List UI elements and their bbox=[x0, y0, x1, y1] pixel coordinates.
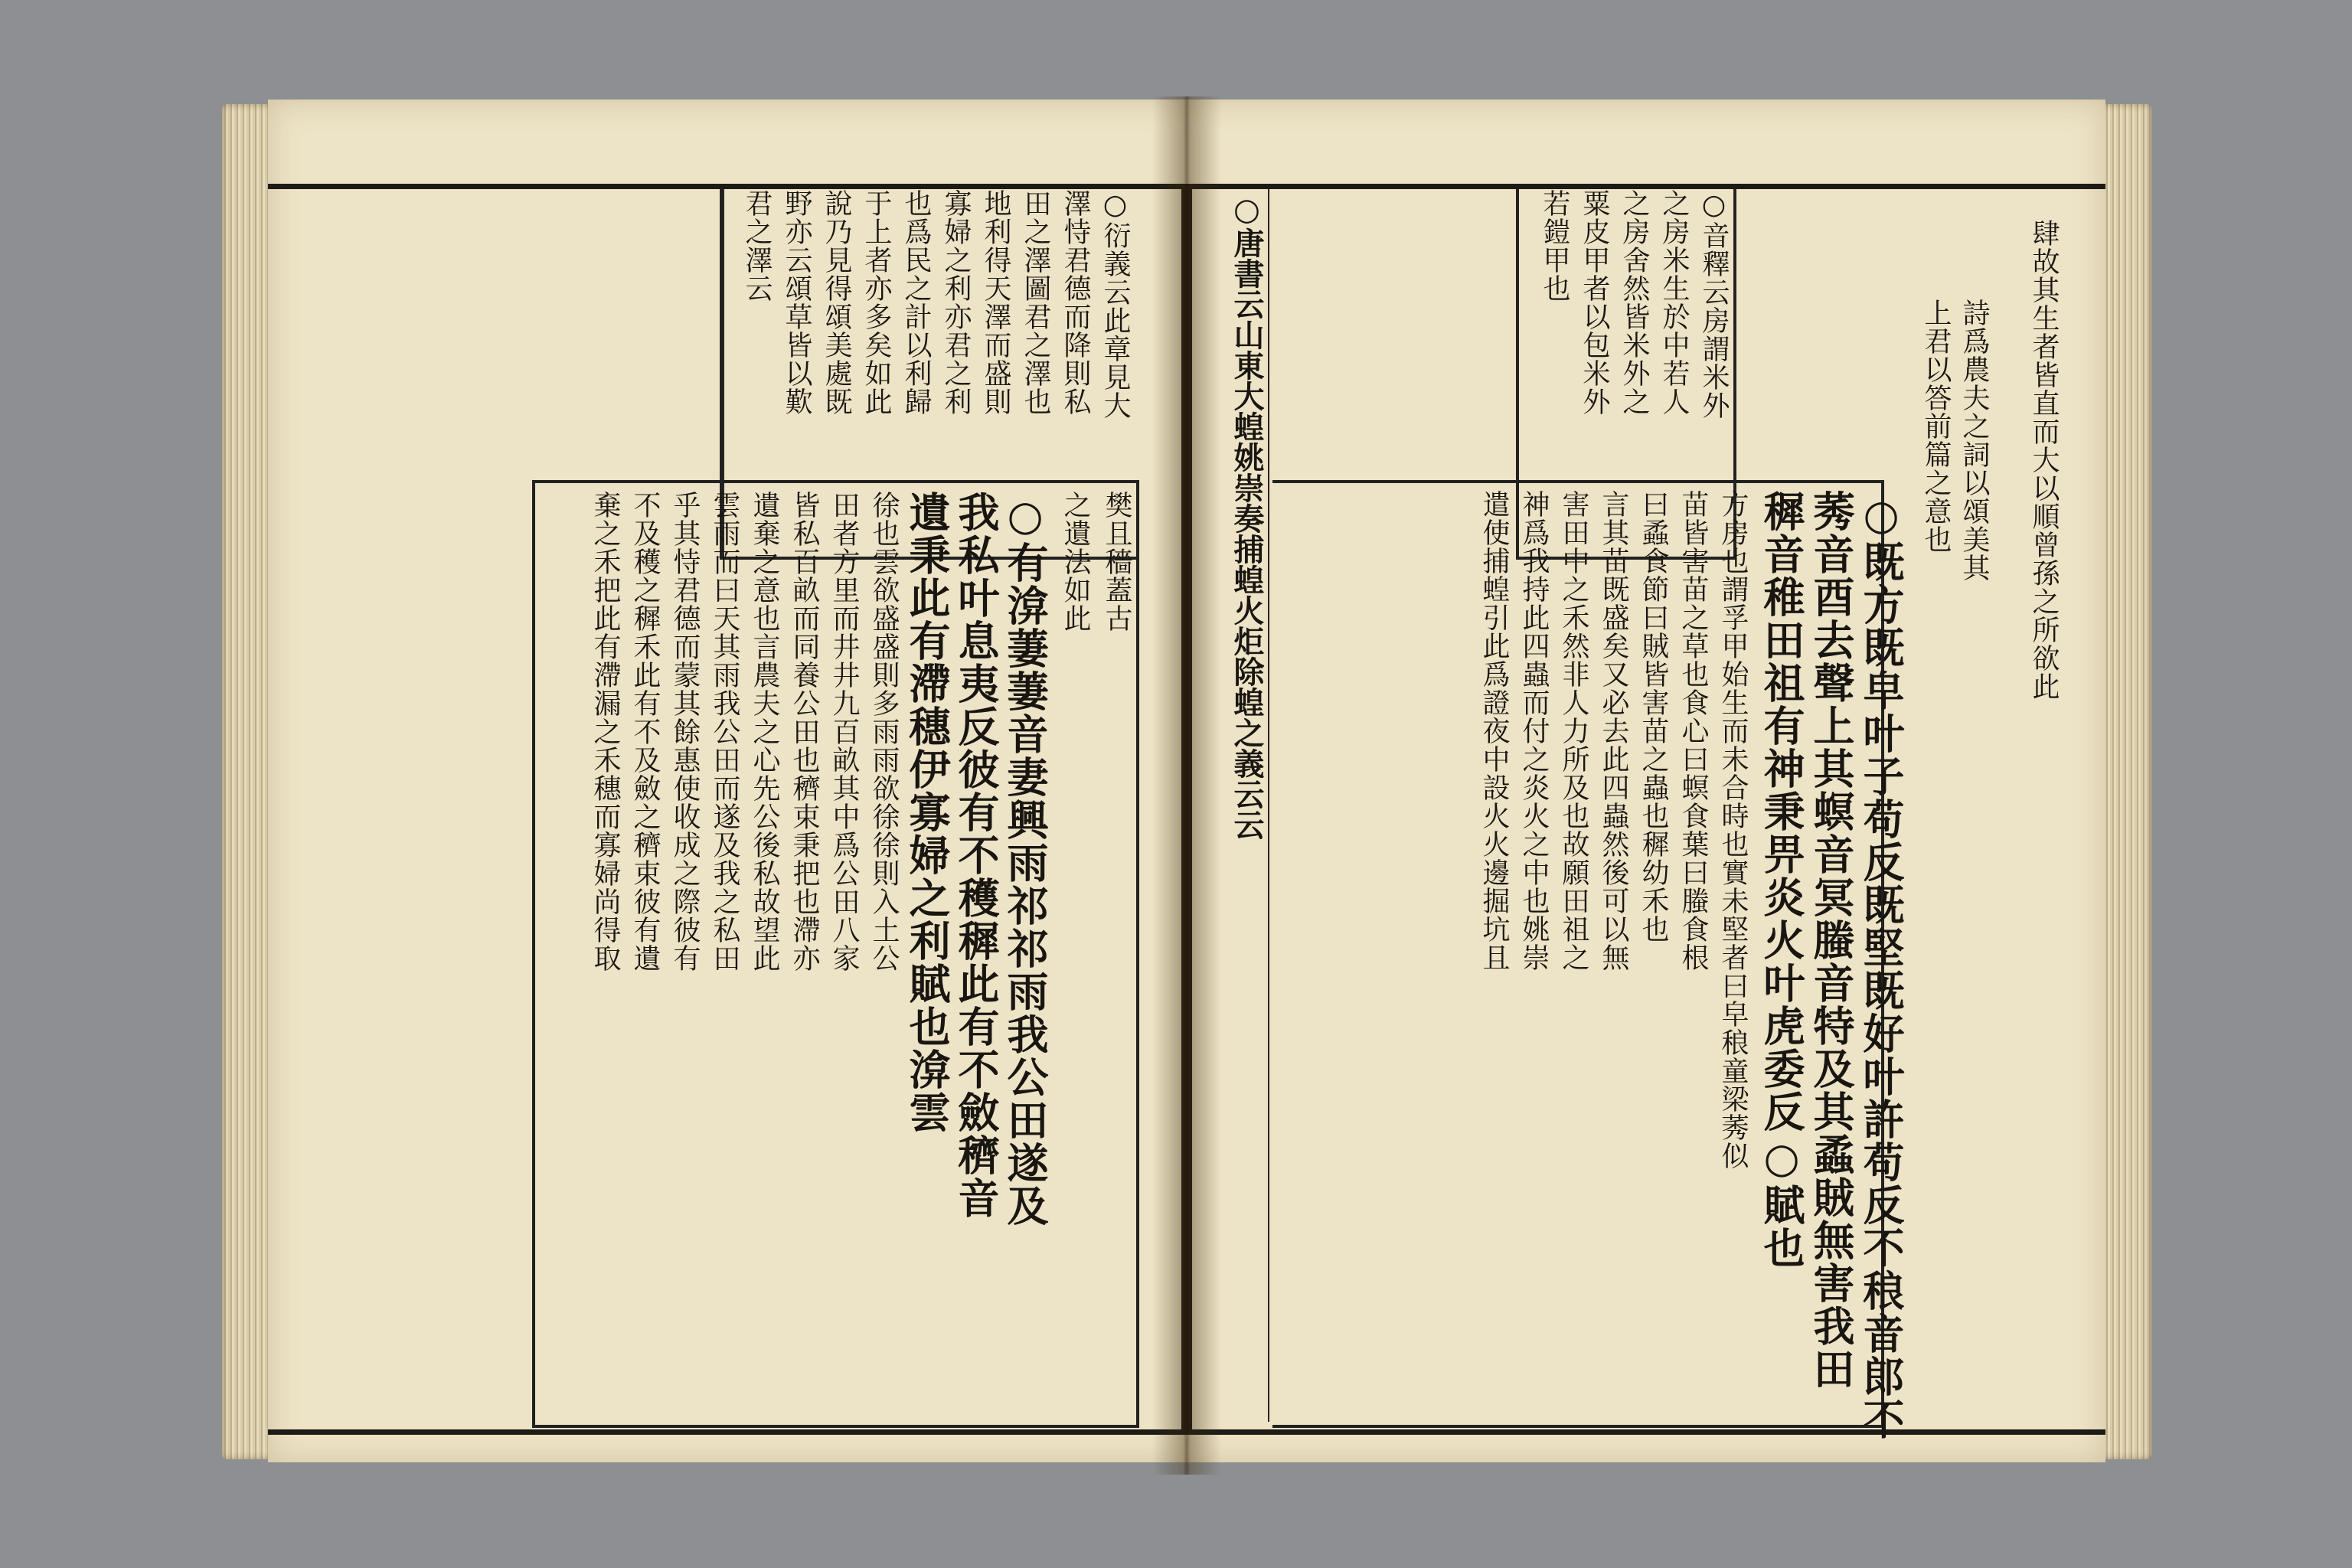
main-col-3: ○有渰萋萋音妻興雨祁祁雨我公田遂及 bbox=[1001, 491, 1050, 1227]
right-page-edges bbox=[2098, 104, 2151, 1459]
main-col-2: 之遺法如此 bbox=[1060, 491, 1091, 632]
main-col-7: 田者方里而井井九百畝其中爲公田八家 bbox=[828, 491, 860, 972]
note-col-5: 若鎧甲也 bbox=[1539, 189, 1570, 302]
right-col-6: 穉音稚田祖有神秉畀炎火叶虎委反○賦也 bbox=[1757, 490, 1806, 1269]
commentary-col-3: 田之澤圖君之澤也 bbox=[1020, 189, 1051, 416]
right-col-12: 神爲我持此四蟲而付之炎火之中也姚崇 bbox=[1518, 490, 1550, 972]
right-col-11: 害田中之禾然非人力所及也故願田祖之 bbox=[1558, 490, 1589, 972]
commentary-col-8: 說乃見得頌美處既 bbox=[821, 189, 852, 416]
right-page bbox=[1187, 100, 2105, 1462]
right-col-10: 言其苗既盛矣又必去此四蟲然後可以無 bbox=[1598, 490, 1629, 972]
commentary-col-10: 君之澤云 bbox=[741, 189, 773, 302]
right-title-column: ○唐書云山東大蝗姚崇奏捕蝗火炬除蝗之義云云 bbox=[1229, 191, 1265, 840]
main-col-4: 我私叶息夷反彼有不穫穉此有不斂穧音 bbox=[952, 491, 1001, 1220]
commentary-col-5: 寡婦之利亦君之利 bbox=[940, 189, 972, 416]
right-col-7: 方房也謂孚甲始生而未合時也實未堅者曰皁稂童梁莠似 bbox=[1717, 490, 1749, 1170]
right-col-9: 曰蟊食節曰賊皆害苗之蟲也穉幼禾也 bbox=[1638, 490, 1669, 943]
right-col-1: 肆故其生者皆直而大以順曾孫之所欲此 bbox=[2028, 219, 2060, 701]
note-col-2: 之房米生於中若人 bbox=[1658, 189, 1690, 416]
note-col-4: 粟皮甲者以包米外 bbox=[1579, 189, 1610, 416]
right-col-8: 苗皆害苗之草也食心曰螟食葉曰螣食根 bbox=[1677, 490, 1709, 972]
commentary-col-4: 地利得天澤而盛則 bbox=[980, 189, 1011, 416]
left-main-block bbox=[532, 480, 1139, 1428]
right-col-4: ○既方既皁叶子苟反既堅既好叶許苟反不稂音郎不 bbox=[1857, 490, 1906, 1441]
main-col-1: 樊且穡蓋古 bbox=[1101, 491, 1132, 632]
main-col-12: 不及穫之穉禾此有不及斂之穧束彼有遺 bbox=[629, 491, 661, 972]
right-col-13: 遣使捕蝗引此爲證夜中設火火邊掘坑且 bbox=[1478, 490, 1510, 972]
right-col-5: 莠音酉去聲上其螟音冥螣音特及其蟊賊無害我田 bbox=[1807, 490, 1856, 1390]
commentary-col-2: 澤恃君德而降則私 bbox=[1060, 189, 1091, 416]
left-page bbox=[268, 100, 1187, 1462]
right-col-2: 詩爲農夫之詞以頌美其 bbox=[1958, 299, 1990, 582]
note-col-3: 之房舍然皆米外之 bbox=[1619, 189, 1650, 416]
note-col-1: ○音釋云房謂米外 bbox=[1698, 189, 1730, 420]
main-col-9: 遺棄之意也言農夫之心先公後私故望此 bbox=[749, 491, 780, 972]
commentary-col-7: 于上者亦多矣如此 bbox=[861, 189, 892, 416]
commentary-col-9: 野亦云頌草皆以歎 bbox=[781, 189, 812, 416]
open-book bbox=[222, 96, 2151, 1475]
main-col-5: 遺秉此有滯穗伊寡婦之利賦也渰雲 bbox=[903, 491, 952, 1134]
main-col-10: 雲雨而曰天其雨我公田而遂及我之私田 bbox=[709, 491, 740, 972]
book-gutter bbox=[1152, 96, 1221, 1475]
right-col-3: 上君以答前篇之意也 bbox=[1920, 299, 1952, 554]
main-col-8: 皆私百畝而同養公田也穧束秉把也滯亦 bbox=[789, 491, 820, 972]
commentary-col-6: 也爲民之計以利歸 bbox=[900, 189, 932, 416]
main-col-11: 乎其恃君德而蒙其餘惠使收成之際彼有 bbox=[669, 491, 701, 972]
commentary-col-1: ○衍義云此章見大 bbox=[1099, 189, 1131, 420]
main-col-13: 棄之禾把此有滯漏之禾穗而寡婦尚得取 bbox=[590, 491, 621, 972]
main-col-6: 徐也雲欲盛盛則多雨雨欲徐徐則入土公 bbox=[868, 491, 900, 972]
